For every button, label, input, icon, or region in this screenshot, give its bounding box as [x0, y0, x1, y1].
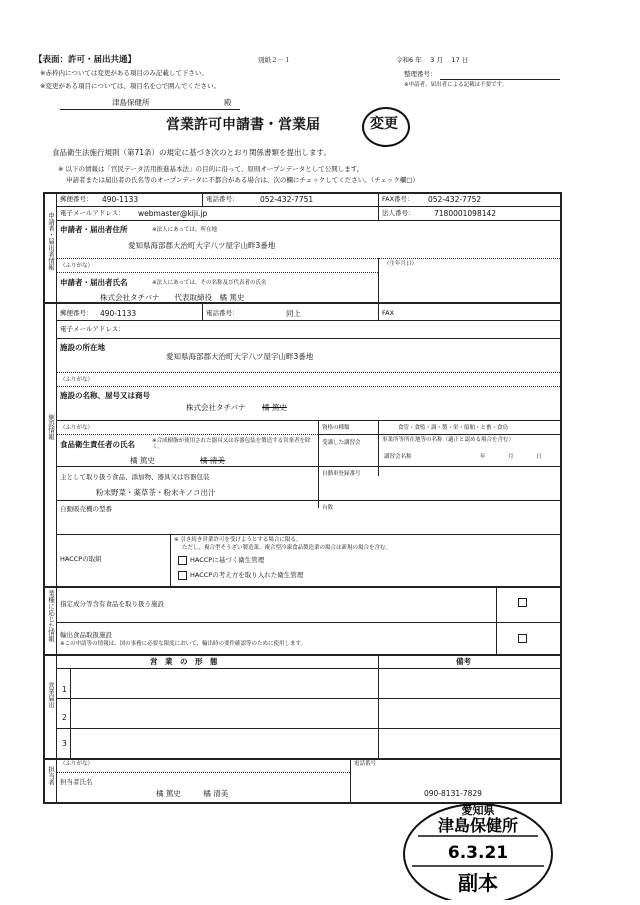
products: 粉末野菜・薬草茶・粉末キノコ出汁 — [96, 488, 216, 497]
applicant-fax-label: FAX番号： — [382, 195, 414, 203]
products-label: 主として取り扱う食品、添加物、器具又は容器包装 — [60, 473, 210, 481]
row-2-number: 2 — [62, 713, 67, 722]
facility-fax-label: FAX — [382, 309, 395, 317]
contact-name-label: 担当者氏名 — [60, 778, 93, 786]
vending-model-label: 自動販売機の型番 — [60, 505, 112, 513]
facility-phone-label: 電話番号： — [206, 309, 239, 317]
applicant-email: webmaster@kiji.jp — [138, 209, 208, 218]
course-label: 受講した講習会 — [322, 440, 361, 446]
shop-name-struck: 橘 篤史 — [262, 403, 287, 412]
facility-email-label: 電子メールアドレス： — [60, 325, 125, 333]
manager-name-label: 食品衛生責任者の氏名 — [60, 440, 135, 449]
intro-text: 食品衛生法施行規則（第71条）の規定に基づき次のとおり関係書類を提出します。 — [52, 148, 331, 157]
registration-number-label: 整理番号： — [404, 70, 437, 78]
contact-phone: 090-8131-7829 — [424, 789, 482, 798]
shop-name-label: 施設の名称、屋号又は商号 — [60, 391, 150, 400]
haccp-option-2-checkbox[interactable] — [178, 571, 187, 580]
haccp-note-1: ※ 引き続き営業許可を受けようとする場合に限る。 — [174, 537, 302, 543]
applicant-furigana-label: （ふりがな） — [60, 263, 94, 269]
facility-postal-label: 郵便番号： — [60, 309, 93, 317]
year-label: 年 — [480, 454, 486, 460]
form-number: 別紙２－１ — [258, 56, 291, 64]
business-info-section-label: 業種に応じた情報 — [47, 590, 55, 642]
registration-note: ※申請者、届出者による記載は不要です。 — [404, 82, 508, 88]
applicant-section-label: 申請者・届出者情報 — [47, 212, 55, 271]
manager-name: 橘 篤史 — [130, 456, 155, 465]
opendata-note: ※ 以下の情報は「官民データ活用推進基本法」の目的に沿って、原則オープンデータとして公開します。 — [58, 165, 364, 173]
remarks-column: 備考 — [456, 657, 471, 666]
facility-section-label: 施設情報 — [47, 414, 55, 440]
haccp-note-2: ただし、複合型そうざい製造業、複合型冷凍食品製造業の場合は新規の場合を含む。 — [182, 545, 392, 551]
facility-location: 愛知県海部郡大治町大字八ツ屋字山畔3番地 — [166, 352, 314, 361]
facility-phone: 同上 — [286, 309, 301, 318]
applicant-name-note: ※法人にあっては、その名称及び代表者の氏名 — [152, 280, 267, 286]
export-facility-note: ※この申請等の情報は、国の事務に必要な限度において、輸出時の要件確認等のために使用します。 — [60, 641, 307, 647]
applicant-address-note: ※法人にあっては、所在地 — [152, 227, 218, 233]
course-name-label: 講習会名称 — [384, 454, 412, 460]
note-circle-items: ※変更がある項目については、項目名を○で囲んでください。 — [40, 82, 220, 90]
applicant-postal-label: 郵便番号： — [60, 195, 93, 203]
row-3-number: 3 — [62, 739, 67, 748]
haccp-option-2: HACCPの考え方を取り入れた衛生管理 — [190, 571, 304, 579]
contact-name: 橘 篤史 橘 清美 — [156, 789, 229, 798]
shop-name: 株式会社タチバナ — [186, 403, 246, 412]
addressee-suffix: 殿 — [224, 98, 232, 107]
stamp-date: 6.3.21 — [447, 843, 509, 863]
applicant-email-label: 電子メールアドレス： — [60, 209, 125, 217]
corporate-number-label: 法人番号： — [382, 209, 415, 217]
row-1-number: 1 — [62, 685, 67, 694]
day-label: 日 — [536, 454, 542, 460]
manager-name-struck: 橘 清美 — [200, 456, 225, 465]
stamp-copy: 副本 — [458, 871, 498, 895]
facility-postal: 490-1133 — [100, 309, 137, 318]
contact-section-label: 担当者 — [47, 766, 55, 786]
vending-count-label: 台数 — [322, 505, 334, 511]
facility-location-label: 施設の所在地 — [60, 343, 105, 352]
manager-note: ※合成樹脂が使用された器具又は容器包装を製造する営業者を除く。 — [152, 438, 311, 450]
applicant-name-label: 申請者・届出者氏名 — [60, 278, 128, 287]
manager-furigana-label: （ふりがな） — [60, 425, 94, 431]
designated-ingredient-checkbox[interactable] — [518, 598, 527, 607]
health-center-stamp — [402, 800, 554, 900]
haccp-option-1: HACCPに基づく衛生管理 — [190, 556, 265, 564]
qualification-types: 食管・食監・調・製・栄・船舶・と畜・食鳥 — [398, 425, 509, 431]
qualification-type-label: 資格の種類 — [322, 425, 350, 431]
facility-furigana-label: （ふりがな） — [60, 377, 94, 383]
opendata-check-note: 申請者または届出者の氏名等のオープンデータに不都合がある場合は、次の欄にチェックしてください。（チェック欄□） — [66, 176, 419, 184]
addressee: 津島保健所 — [112, 98, 150, 107]
applicant-fax: 052-432-7752 — [428, 195, 482, 204]
export-facility-checkbox[interactable] — [518, 634, 527, 643]
birth-date-label: （生年月日） — [384, 261, 418, 267]
corporate-number: 7180001098142 — [434, 209, 497, 218]
form-category: 【表面：許可・届出共通】 — [34, 55, 137, 65]
haccp-label: HACCPの取組 — [60, 555, 102, 563]
haccp-option-1-checkbox[interactable] — [178, 556, 187, 565]
contact-furigana-label: （ふりがな） — [60, 761, 94, 767]
contact-phone-label: 電話番号 — [354, 761, 377, 767]
applicant-address-label: 申請者・届出者住所 — [60, 225, 128, 234]
applicant-address: 愛知県海部郡大治町大字八ツ屋字山畔3番地 — [128, 241, 276, 250]
applicant-name: 株式会社タチバナ 代表取締役 橘 篤史 — [100, 293, 245, 302]
vehicle-number-label: 自動車登録番号 — [322, 471, 361, 477]
note-red-frame: ※赤枠内については変更がある項目のみ記載して下さい。 — [40, 69, 208, 77]
export-facility-label: 輸出食品取扱施設 — [60, 631, 112, 639]
designation-label: 事業所等所在地等の名称（適正と認める場合を含む） — [382, 437, 515, 443]
month-label: 月 — [508, 454, 514, 460]
title-change: 変更 — [370, 116, 398, 132]
stamp-office: 津島保健所 — [437, 816, 519, 835]
applicant-phone: 052-432-7751 — [260, 195, 314, 204]
applicant-phone-label: 電話番号： — [206, 195, 239, 203]
notification-section-label: 営業届出 — [47, 682, 55, 708]
business-type-column: 営 業 の 形 態 — [150, 657, 218, 666]
document-title: 営業許可申請書・営業届 — [166, 117, 320, 133]
applicant-postal: 490-1133 — [102, 195, 139, 204]
stamp-prefecture: 愛知県 — [461, 804, 495, 817]
submission-date: 令和6 年 3 月 17 日 — [396, 56, 469, 64]
designated-ingredient-label: 指定成分等含有食品を取り扱う施設 — [60, 600, 164, 608]
